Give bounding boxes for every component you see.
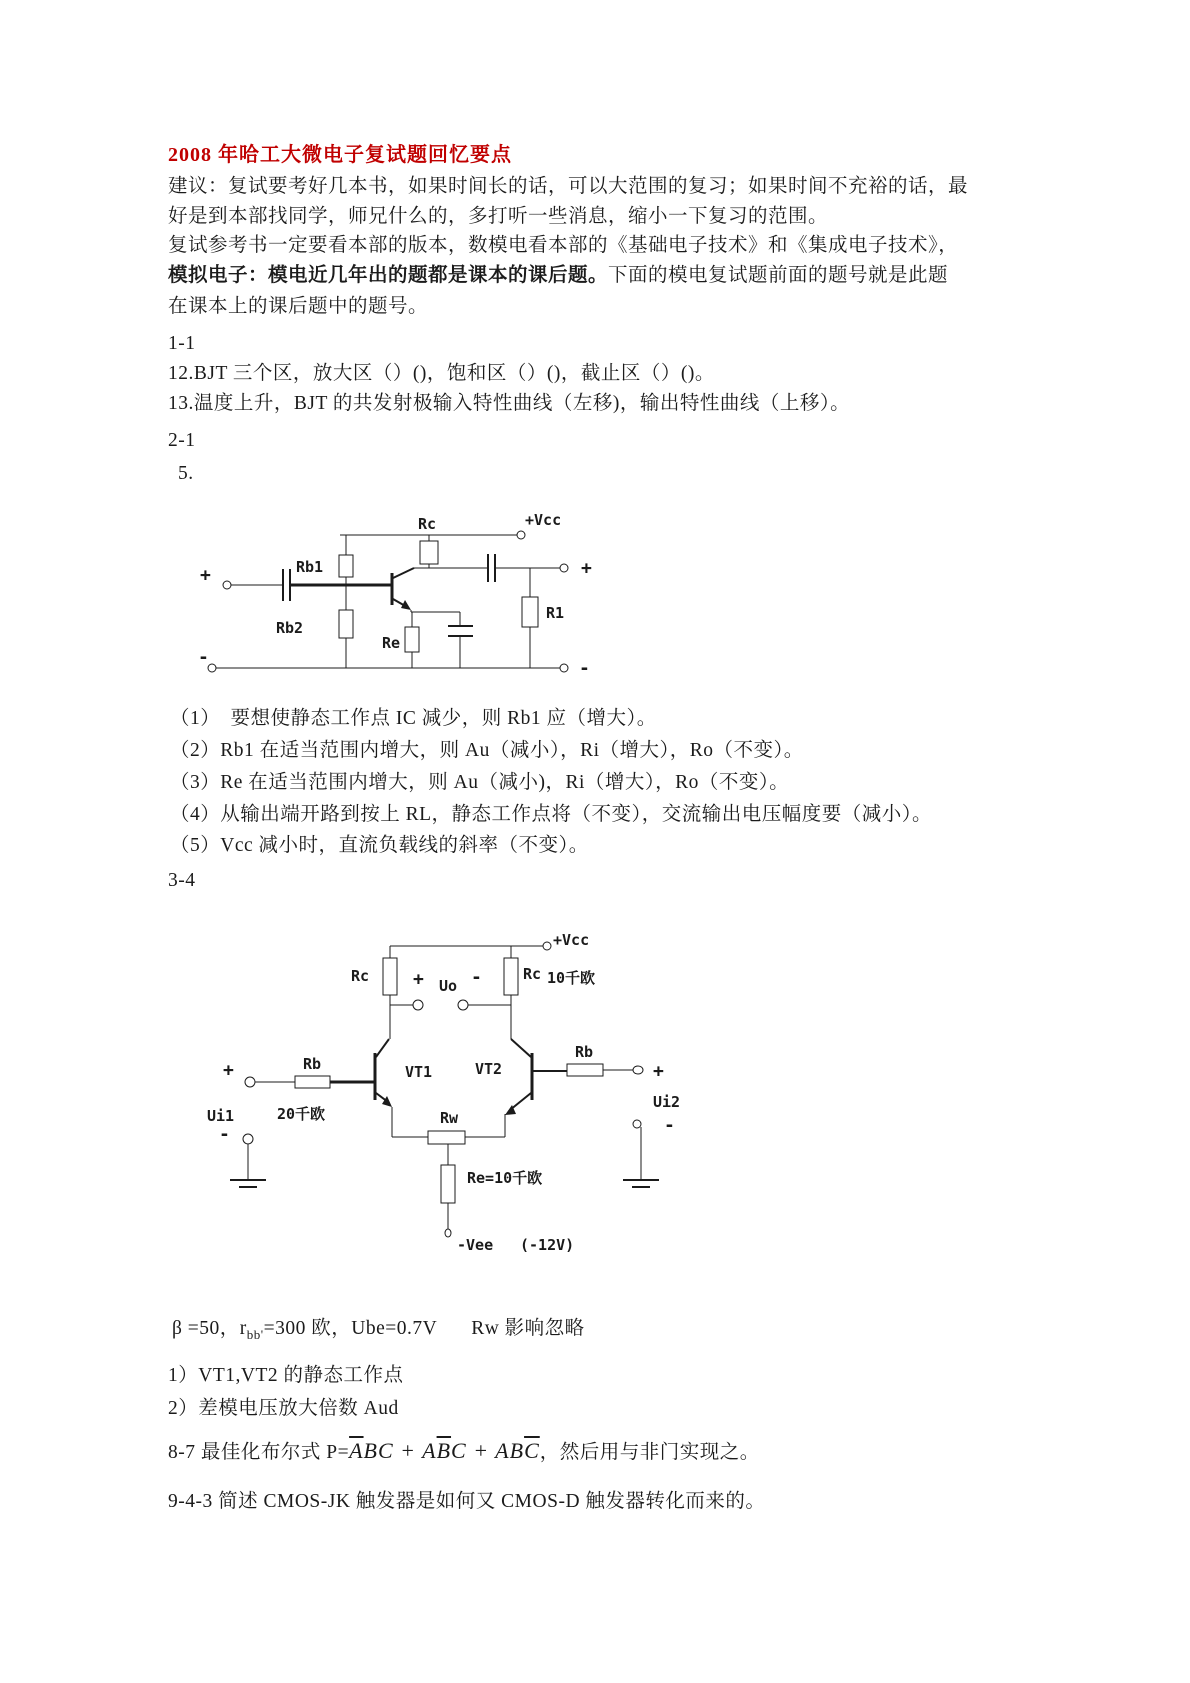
r1-label: R1 [546,604,565,622]
input-return-terminal [208,664,216,672]
q1-collector [393,568,414,578]
question-9-4-3: 9-4-3 简述 CMOS-JK 触发器是如何又 CMOS-D 触发器转化而来的。 [168,1491,766,1512]
formula-plus-2: + [466,1438,496,1463]
rb-left-value-label: 20千欧 [277,1105,326,1123]
in2-plus-label: + [653,1061,664,1082]
rb-right-label: Rb [575,1043,594,1061]
rb-right-resistor [567,1064,603,1076]
answer-4: （4）从输出端开路到按上 RL，静态工作点将（不变），交流输出电压幅度要（减小）。 [170,804,933,825]
vt1-collector [376,1039,389,1057]
rw-resistor [428,1131,465,1144]
ui1-plus-terminal [245,1077,255,1087]
in1-minus-label: - [219,1124,230,1145]
rw-note: Rw 影响忽略 [471,1318,585,1339]
output-minus-label: - [579,658,590,679]
ui2-label: Ui2 [653,1093,681,1111]
formula-term-3: $AB\overline{C}$ [495,1438,540,1463]
rb-left-label: Rb [303,1055,322,1073]
rc-value-label: 10千欧 [547,969,596,987]
section-label-3-4: 3-4 [168,870,196,891]
output-plus-label: + [581,558,592,579]
rb-left-resistor [295,1076,330,1088]
intro-line-2: 好是到本部找同学，师兄什么的，多打听一些消息，缩小一下复习的范围。 [168,206,829,227]
input-terminal [223,581,231,589]
intro-line-4-rest: 下面的模电复试题前面的题号就是此题 [608,265,949,286]
re-resistor [405,627,419,652]
given-parameters [172,1316,585,1348]
question-5-label: 5. [178,463,194,484]
vt2-collector [511,1039,531,1057]
section-label-1-1: 1-1 [168,333,196,354]
input-minus-label: - [198,647,209,668]
ui2-plus-terminal [633,1066,643,1074]
rc-left-label: Rc [351,967,370,985]
uo-plus-terminal [413,1000,423,1010]
formula-term-1: $\overline{A}BC$ [349,1438,394,1463]
vee-label: -Vee [457,1236,494,1254]
vt2-label: VT2 [475,1060,503,1078]
uo-plus-label: + [413,969,424,990]
ce-amplifier-schematic [190,505,600,680]
uo-minus-terminal [458,1000,468,1010]
beta-value: β =50， [172,1318,240,1339]
re-value-label: Re=10千欧 [467,1169,543,1187]
output-terminal [560,564,568,572]
formula-term-2: $A\overline{B}C$ [422,1438,467,1463]
question-13: 13.温度上升，BJT 的共发射极输入特性曲线（左移)，输出特性曲线（上移）。 [168,393,851,414]
ui1-minus-terminal [243,1134,253,1144]
rc-resistor [420,541,438,564]
answer-3: （3）Re 在适当范围内增大，则 Au（减小)，Ri（增大），Ro（不变）。 [170,772,790,793]
task-1: 1）VT1,VT2 的静态工作点 [168,1365,404,1386]
differential-amplifier-schematic [185,925,690,1270]
r1-resistor [522,597,538,627]
q1-emitter-arrow [401,600,411,610]
uo-label: Uo [439,977,458,995]
vee-terminal [445,1229,451,1237]
vcc-label: +Vcc [525,511,562,529]
rbb-symbol: r [239,1318,247,1339]
re-label: Re [382,634,401,652]
rb1-label: Rb1 [296,558,324,576]
vcc-terminal [543,942,551,950]
intro-line-5: 在课本上的课后题中的题号。 [168,296,429,317]
formula-tail: ，然后用与非门实现之。 [539,1442,760,1463]
task-2: 2）差模电压放大倍数 Aud [168,1398,399,1419]
output-return-terminal [560,664,568,672]
intro-line-1: 建议：复试要考好几本书，如果时间长的话，可以大范围的复习；如果时间不充裕的话，最 [168,176,969,197]
rb2-resistor [339,610,353,638]
intro-line-4 [168,263,948,289]
rc-label: Rc [418,515,437,533]
vt2-emitter [510,1093,531,1110]
intro-line-4-bold: 模拟电子：模电近几年出的题都是课本的课后题。 [168,265,609,286]
ui1-label: Ui1 [207,1107,235,1125]
rb2-label: Rb2 [276,619,304,637]
answer-1: （1） 要想使静态工作点 IC 减少，则 Rb1 应（增大）。 [170,708,657,729]
vt1-label: VT1 [405,1063,433,1081]
rc-left-resistor [383,958,397,995]
rbb-value: =300 欧，Ube=0.7V [263,1318,438,1339]
in2-minus-label: - [664,1115,675,1136]
question-8-7 [168,1438,760,1466]
page-title: 2008 年哈工大微电子复试题回忆要点 [168,144,512,166]
input-plus-label: + [200,565,211,586]
vcc-label: +Vcc [553,931,590,949]
ui2-minus-terminal [633,1120,641,1128]
uo-minus-label: - [471,967,482,988]
rbb-subscript: bb' [246,1326,264,1342]
rc-right-resistor [504,958,518,995]
question-12: 12.BJT 三个区，放大区（）()，饱和区（）()，截止区（）()。 [168,363,715,384]
intro-line-3: 复试参考书一定要看本部的版本，数模电看本部的《基础电子技术》和《集成电子技术》， [168,235,959,256]
formula-lead: 8-7 最佳化布尔式 P= [168,1442,350,1463]
vee-value-label: (-12V) [520,1236,575,1254]
answer-5: （5）Vcc 减小时，直流负载线的斜率（不变）。 [170,835,589,856]
vcc-terminal [517,531,525,539]
answer-2: （2）Rb1 在适当范围内增大，则 Au（减小），Ri（增大），Ro（不变）。 [170,740,804,761]
rb1-resistor [339,555,353,577]
rw-label: Rw [440,1109,459,1127]
re-resistor [441,1165,455,1203]
rc-right-label: Rc [523,965,542,983]
formula-plus-1: + [393,1438,423,1463]
section-label-2-1: 2-1 [168,430,196,451]
in1-plus-label: + [223,1060,234,1081]
